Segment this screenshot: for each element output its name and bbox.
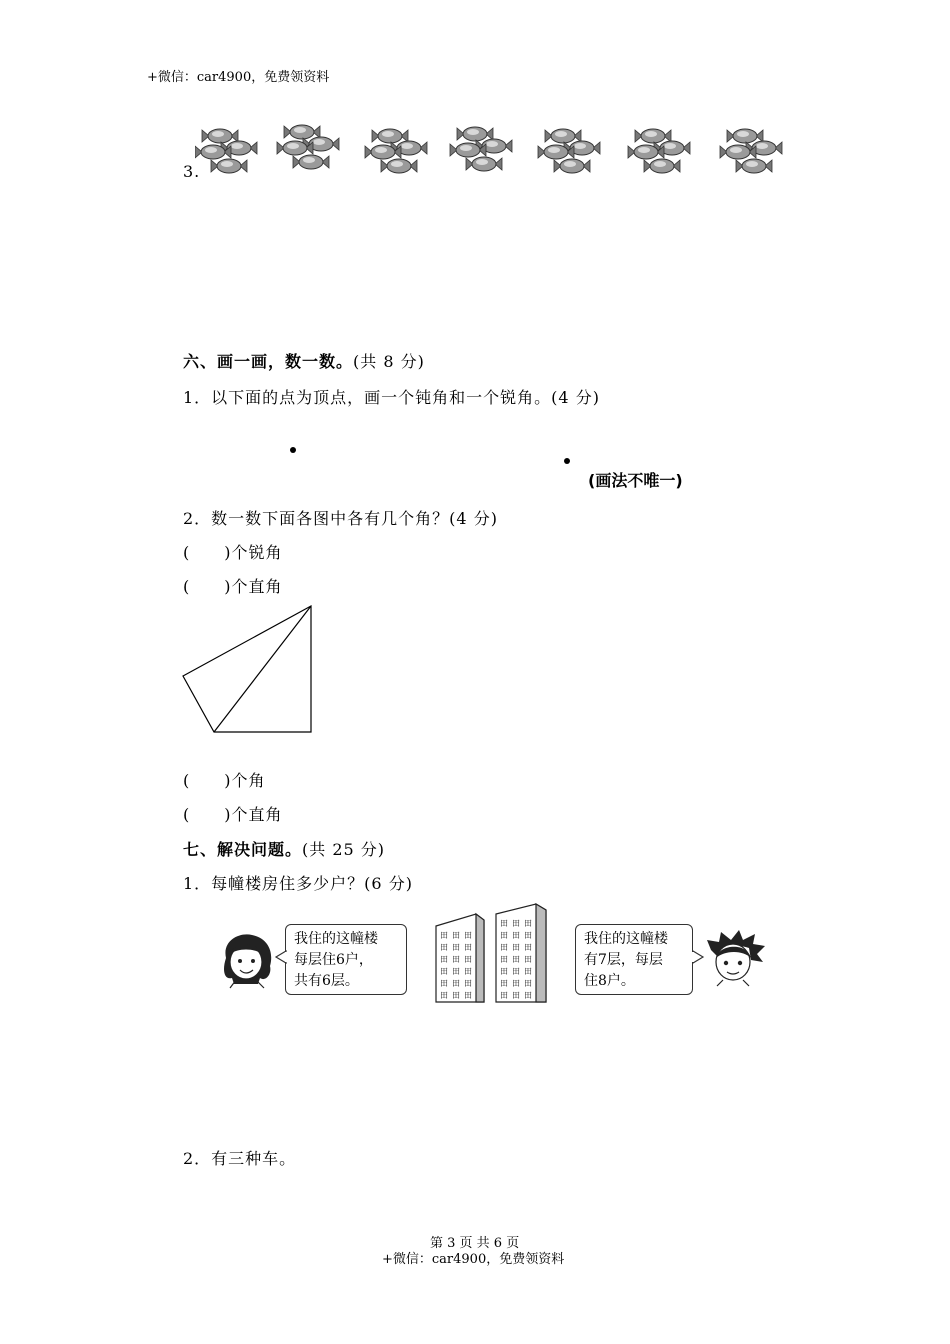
svg-text:田: 田: [440, 991, 448, 1000]
section-6-question-1: 1．以下面的点为顶点，画一个钝角和一个锐角。(4 分): [183, 388, 600, 407]
svg-text:田: 田: [512, 955, 520, 964]
girl-icon: [220, 932, 275, 990]
angle-figure: [178, 602, 318, 738]
svg-text:田: 田: [464, 943, 472, 952]
candy-group-4: [450, 127, 512, 171]
svg-text:田: 田: [500, 991, 508, 1000]
boy-icon: [705, 930, 767, 988]
girl-bubble-line-2: 每层住6户，: [294, 952, 373, 968]
svg-text:田: 田: [464, 991, 472, 1000]
candy-group-1: [195, 129, 257, 173]
section-6-points: (共 8 分): [353, 352, 425, 371]
section-7-points: (共 25 分): [302, 840, 386, 859]
svg-text:田: 田: [512, 979, 520, 988]
svg-text:田: 田: [524, 991, 532, 1000]
svg-text:田: 田: [524, 943, 532, 952]
blank-angles: ( )个角: [183, 771, 266, 790]
svg-text:田: 田: [440, 955, 448, 964]
section-6-heading: 六、画一画，数一数。: [183, 352, 354, 371]
svg-text:田: 田: [500, 979, 508, 988]
svg-text:田: 田: [440, 967, 448, 976]
answer-note: (画法不唯一): [588, 471, 683, 490]
girl-bubble-tail: [274, 950, 288, 964]
blank-acute-angles: ( )个锐角: [183, 543, 283, 562]
svg-text:田: 田: [524, 967, 532, 976]
section-6-question-2: 2．数一数下面各图中各有几个角？(4 分): [183, 509, 498, 528]
svg-text:田: 田: [440, 931, 448, 940]
svg-text:田: 田: [500, 931, 508, 940]
girl-bubble-line-1: 我住的这幢楼: [294, 931, 378, 947]
svg-text:田: 田: [452, 955, 460, 964]
svg-text:田: 田: [440, 943, 448, 952]
svg-text:田: 田: [452, 967, 460, 976]
svg-text:田: 田: [500, 967, 508, 976]
boy-bubble-line-1: 我住的这幢楼: [584, 931, 668, 947]
building-icon: [432, 902, 552, 1006]
girl-bubble-line-3: 共有6层。: [294, 973, 359, 989]
section-7-question-1: 1．每幢楼房住多少户？(6 分): [183, 874, 413, 893]
vertex-dot-1: [290, 447, 296, 453]
section-7-title: [183, 837, 385, 860]
blank-right-angles-1: ( )个直角: [183, 577, 283, 596]
svg-text:田: 田: [464, 967, 472, 976]
candy-group-2: [277, 125, 339, 169]
svg-text:田: 田: [500, 919, 508, 928]
svg-text:田: 田: [512, 943, 520, 952]
svg-text:田: 田: [440, 979, 448, 988]
svg-text:田: 田: [452, 991, 460, 1000]
question-3-number: 3.: [183, 162, 201, 181]
svg-text:田: 田: [524, 931, 532, 940]
svg-text:田: 田: [524, 979, 532, 988]
candy-group-7: [720, 129, 782, 173]
svg-text:田: 田: [464, 931, 472, 940]
svg-text:田: 田: [452, 943, 460, 952]
svg-text:田: 田: [512, 919, 520, 928]
svg-text:田: 田: [500, 943, 508, 952]
boy-bubble-line-3: 住8户。: [584, 973, 635, 989]
svg-text:田: 田: [464, 979, 472, 988]
girl-speech-bubble: [285, 924, 407, 995]
section-6-title: [183, 349, 425, 372]
boy-speech-bubble: [575, 924, 693, 995]
candy-group-6: [628, 129, 690, 173]
section-7-heading: 七、解决问题。: [183, 840, 303, 859]
blank-right-angles-2: ( )个直角: [183, 805, 283, 824]
svg-text:田: 田: [500, 955, 508, 964]
boy-bubble-line-2: 有7层，每层: [584, 952, 663, 968]
svg-text:田: 田: [452, 931, 460, 940]
svg-text:田: 田: [512, 931, 520, 940]
svg-text:田: 田: [452, 979, 460, 988]
svg-text:田: 田: [524, 955, 532, 964]
watermark-bottom: +微信：car4900，免费领资料: [382, 1252, 565, 1267]
candy-group-3: [365, 129, 427, 173]
svg-text:田: 田: [524, 919, 532, 928]
page-number: 第 3 页 共 6 页: [430, 1236, 520, 1251]
svg-text:田: 田: [512, 991, 520, 1000]
watermark-top: +微信：car4900，免费领资料: [147, 70, 330, 85]
vertex-dot-2: [564, 458, 570, 464]
svg-text:田: 田: [464, 955, 472, 964]
section-7-question-2: 2．有三种车。: [183, 1149, 297, 1168]
svg-text:田: 田: [512, 967, 520, 976]
boy-bubble-tail: [691, 950, 705, 964]
candy-group-5: [538, 129, 600, 173]
candy-groups: [195, 118, 805, 184]
